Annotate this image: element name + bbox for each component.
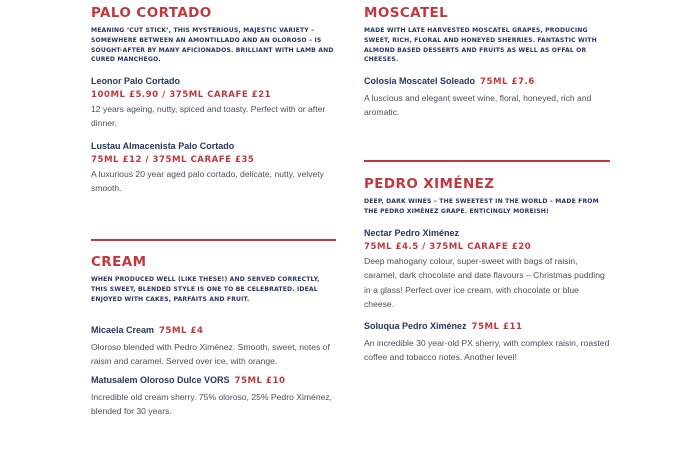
pedro-ximenez-section: [364, 176, 610, 217]
item-name: Leonor Palo Cortado: [91, 76, 181, 86]
menu-item: [91, 72, 336, 131]
item-description: An incredible 30 year-old PX sherry, with complex raisin, roasted coffee and tobacco notes. Another level!: [364, 338, 610, 363]
item-name: Colosia Moscatel Soleado: [364, 76, 476, 86]
section-heading: CREAM: [91, 254, 147, 270]
menu-item: [91, 371, 336, 419]
section-intro: DEEP, DARK WINES – THE SWEETEST IN THE WORLD – MADE FROM THE PEDRO XIMÉNEZ GRAPE. ENTICINGLY MOREISH!: [364, 198, 599, 215]
section-intro: WHEN PRODUCED WELL (LIKE THESE!) AND SERVED CORRECTLY, THIS SWEET, BLENDED STYLE IS ONE TO BE CELEBRATED. IDEAL ENJOYED WITH CAKES, PARFAITS AND FRUIT.: [91, 276, 320, 303]
menu-item: [91, 137, 336, 196]
menu-item: [91, 321, 336, 369]
menu-item: [364, 224, 610, 312]
item-price: 75ML £4: [159, 326, 204, 336]
item-price: 75ML £12 / 375ML CARAFE £35: [91, 155, 255, 165]
section-heading: PEDRO XIMÉNEZ: [364, 176, 495, 192]
item-description: A luxurious 20 year aged palo cortado, delicate, nutty, velvety smooth.: [91, 169, 324, 194]
item-name: Lustau Almacenista Palo Cortado: [91, 141, 235, 151]
item-name: Micaela Cream: [91, 325, 155, 335]
section-divider: [364, 160, 610, 162]
item-price: 100ML £5.90 / 375ML CARAFE £21: [91, 90, 272, 100]
item-name: Nectar Pedro Ximénez: [364, 228, 460, 238]
menu-item: [364, 317, 610, 365]
item-price: 75ML £10: [234, 376, 286, 386]
item-description: Oloroso blended with Pedro Ximénez. Smooth, sweet, notes of raisin and caramel. Served over ice, with orange.: [91, 342, 330, 367]
item-description: 12 years ageing, nutty, spiced and toasty. Perfect with or after dinner.: [91, 104, 326, 129]
item-price: 75ML £4.5 / 375ML CARAFE £20: [364, 242, 532, 252]
moscatel-section: [364, 5, 610, 65]
item-name: Matusalem Oloroso Dulce VORS: [91, 375, 230, 385]
section-divider: [91, 239, 336, 241]
item-description: Incredible old cream sherry. 75% oloroso, 25% Pedro Ximénez, blended for 30 years.: [91, 392, 333, 417]
menu-item: [364, 72, 610, 120]
item-description: A luscious and elegant sweet wine, floral, honeyed, rich and aromatic.: [364, 93, 592, 118]
item-name: Soluqua Pedro Ximénez: [364, 321, 467, 331]
section-intro: MEANING ‘CUT STICK’, THIS MYSTERIOUS, MAJESTIC VARIETY – SOMEWHERE BETWEEN AN AMONTILLADO AND AN OLOROSO – IS SOUGHT-AFTER BY MANY AFICIONADOS. BRILLIANT WITH LAMB AND CURED MANCHEGO.: [91, 27, 334, 64]
cream-section: [91, 254, 336, 304]
item-description: Deep mahogany colour, super-sweet with bags of raisin, caramel, dark chocolate and date flavours – Christmas pudding in a glass! Perfect over ice cream, with chocolate or blue cheese.: [364, 256, 605, 310]
section-heading: PALO CORTADO: [91, 5, 212, 21]
section-heading: MOSCATEL: [364, 5, 449, 21]
palo-cortado-section: [91, 5, 336, 65]
section-intro: MADE WITH LATE HARVESTED MOSCATEL GRAPES, PRODUCING SWEET, RICH, FLORAL AND HONEYED SHERRIES. FANTASTIC WITH ALMOND BASED DESSERTS AND FRUITS AS WELL AS OFFAL OR CHEESES.: [364, 27, 597, 64]
item-price: 75ML £7.6: [480, 77, 535, 87]
item-price: 75ML £11: [471, 322, 523, 332]
